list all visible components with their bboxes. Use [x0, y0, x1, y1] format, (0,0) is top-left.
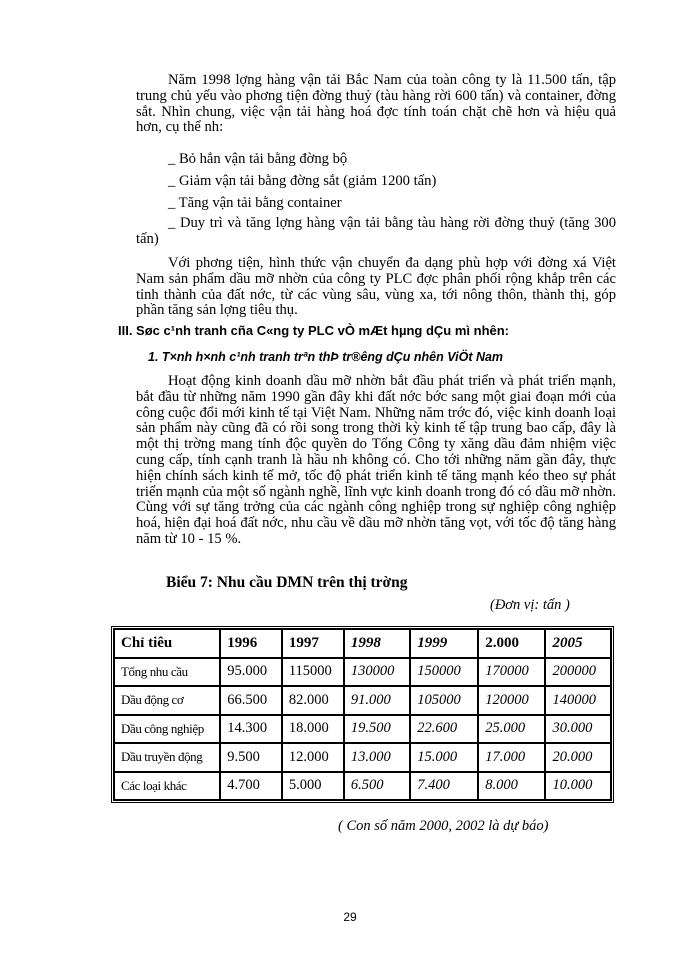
table-cell: 19.500	[344, 715, 410, 744]
bullet-waterway: _ Duy trì và tăng lợng hàng vận tải bằng tàu hàng rời đờng thuỷ (tăng 300 tấn)	[136, 215, 616, 247]
table-cell: 25.000	[478, 715, 545, 744]
table-cell: 7.400	[410, 772, 478, 801]
table-header-row	[114, 629, 611, 658]
table-cell: 6.500	[344, 772, 410, 801]
header-cell: Chỉ tiêu	[114, 629, 220, 658]
header-cell: 1999	[410, 629, 478, 658]
table-cell: 150000	[410, 658, 478, 687]
paragraph-market-overview: Hoạt động kinh doanh dầu mỡ nhờn bắt đầu phát triển và phát triển mạnh, bắt đầu từ những năm 1990 gần đây khi đất nớc bớc sang một giai đoạn mới của công cuộc đổi mới kinh tế tại Việt Nam. Những năm trớc đó, việc kinh doanh loại sản phẩm này cũng đã có rồi song trong thời kỳ kinh tế tập trung bao cấp, đây là một thị trờng mang tính độc quyền do Tổng Công ty xăng dầu đảm nhiệm việc cung cấp, tính cạnh tranh là hầu nh không có. Cho tới những năm gần đây, thực hiện chính sách kinh tế mở, tốc độ phát triển kinh tế tăng mạnh kéo theo sự phát triển mạnh của một số ngành nghề, lĩnh vực kinh doanh trong đó có dầu mỡ nhờn. Cùng với sự tăng trởng của các ngành công nghiệp trong sự nghiệp công nghiệp hoá, hiện đại hoá đất nớc, nhu cầu về dầu mỡ nhờn tăng vọt, với tốc độ tăng hàng năm từ 10 - 15 %.	[136, 373, 616, 547]
header-cell: 2.000	[478, 629, 545, 658]
header-cell: 1998	[344, 629, 410, 658]
table-title: Biểu 7: Nhu cầu DMN trên thị trờng	[166, 574, 408, 591]
table-cell: 22.600	[410, 715, 478, 744]
table-row	[114, 686, 611, 715]
table-cell: 13.000	[344, 743, 410, 772]
row-label: Dầu công nghiệp	[114, 715, 220, 744]
row-label: Dầu truyền động	[114, 743, 220, 772]
table-cell: 120000	[478, 686, 545, 715]
section-heading: III. Søc c¹nh tranh cña C«ng ty PLC vÒ mÆt hµng dÇu mì nhên:	[118, 323, 510, 338]
forecast-footnote: ( Con số năm 2000, 2002 là dự báo)	[338, 818, 549, 834]
row-label: Các loại khác	[114, 772, 220, 801]
table-cell: 17.000	[478, 743, 545, 772]
row-label: Tổng nhu cầu	[114, 658, 220, 687]
bullet-rail: _ Giảm vận tải bằng đờng sắt (giảm 1200 tấn)	[168, 173, 437, 189]
table-row	[114, 743, 611, 772]
table-cell: 91.000	[344, 686, 410, 715]
table-cell: 9.500	[220, 743, 282, 772]
table-cell: 140000	[545, 686, 611, 715]
table-cell: 66.500	[220, 686, 282, 715]
bullet-container: _ Tăng vận tải bằng container	[168, 195, 342, 211]
table-row	[114, 715, 611, 744]
bullet-road: _ Bỏ hẳn vận tải bằng đờng bộ	[168, 151, 348, 167]
unit-note: (Đơn vị: tấn )	[490, 597, 570, 613]
table-cell: 15.000	[410, 743, 478, 772]
table-cell: 14.300	[220, 715, 282, 744]
demand-table	[111, 626, 614, 803]
table-cell: 82.000	[282, 686, 344, 715]
table-cell: 30.000	[545, 715, 611, 744]
table-cell: 10.000	[545, 772, 611, 801]
table-cell: 200000	[545, 658, 611, 687]
table-cell: 8.000	[478, 772, 545, 801]
table-cell: 170000	[478, 658, 545, 687]
table-cell: 12.000	[282, 743, 344, 772]
table-cell: 105000	[410, 686, 478, 715]
paragraph-distribution: Với phơng tiện, hình thức vận chuyển đa dạng phù hợp với đờng xá Việt Nam sản phẩm dầu mỡ nhờn của công ty PLC đợc phân phối rộng khắp trên các tỉnh thành của đất nớc, từ các vùng sâu, vùng xa, tới nông thôn, thành thị, góp phần tăng sản lợng tiêu thụ.	[136, 255, 616, 319]
header-cell: 2005	[545, 629, 611, 658]
subsection-heading: 1. T×nh h×nh c¹nh tranh trªn thÞ tr®êng dÇu nhên ViÖt Nam	[148, 350, 504, 364]
header-cell: 1997	[282, 629, 344, 658]
paragraph-transport-1998: Năm 1998 lợng hàng vận tải Bắc Nam của toàn công ty là 11.500 tấn, tập trung chủ yếu vào phơng tiện đờng thuỷ (tàu hàng rời 600 tấn) và container, đờng sắt. Nhìn chung, việc vận tải hàng hoá đợc tính toán chặt chẽ hơn và hiệu quả hơn, cụ thể nh:	[136, 72, 616, 136]
table-cell: 4.700	[220, 772, 282, 801]
page-number: 29	[343, 910, 357, 924]
table-cell: 130000	[344, 658, 410, 687]
table-row	[114, 658, 611, 687]
header-cell: 1996	[220, 629, 282, 658]
table-cell: 18.000	[282, 715, 344, 744]
table-cell: 5.000	[282, 772, 344, 801]
table-cell: 20.000	[545, 743, 611, 772]
table-cell: 115000	[282, 658, 344, 687]
table-cell: 95.000	[220, 658, 282, 687]
table-row	[114, 772, 611, 801]
row-label: Dầu động cơ	[114, 686, 220, 715]
